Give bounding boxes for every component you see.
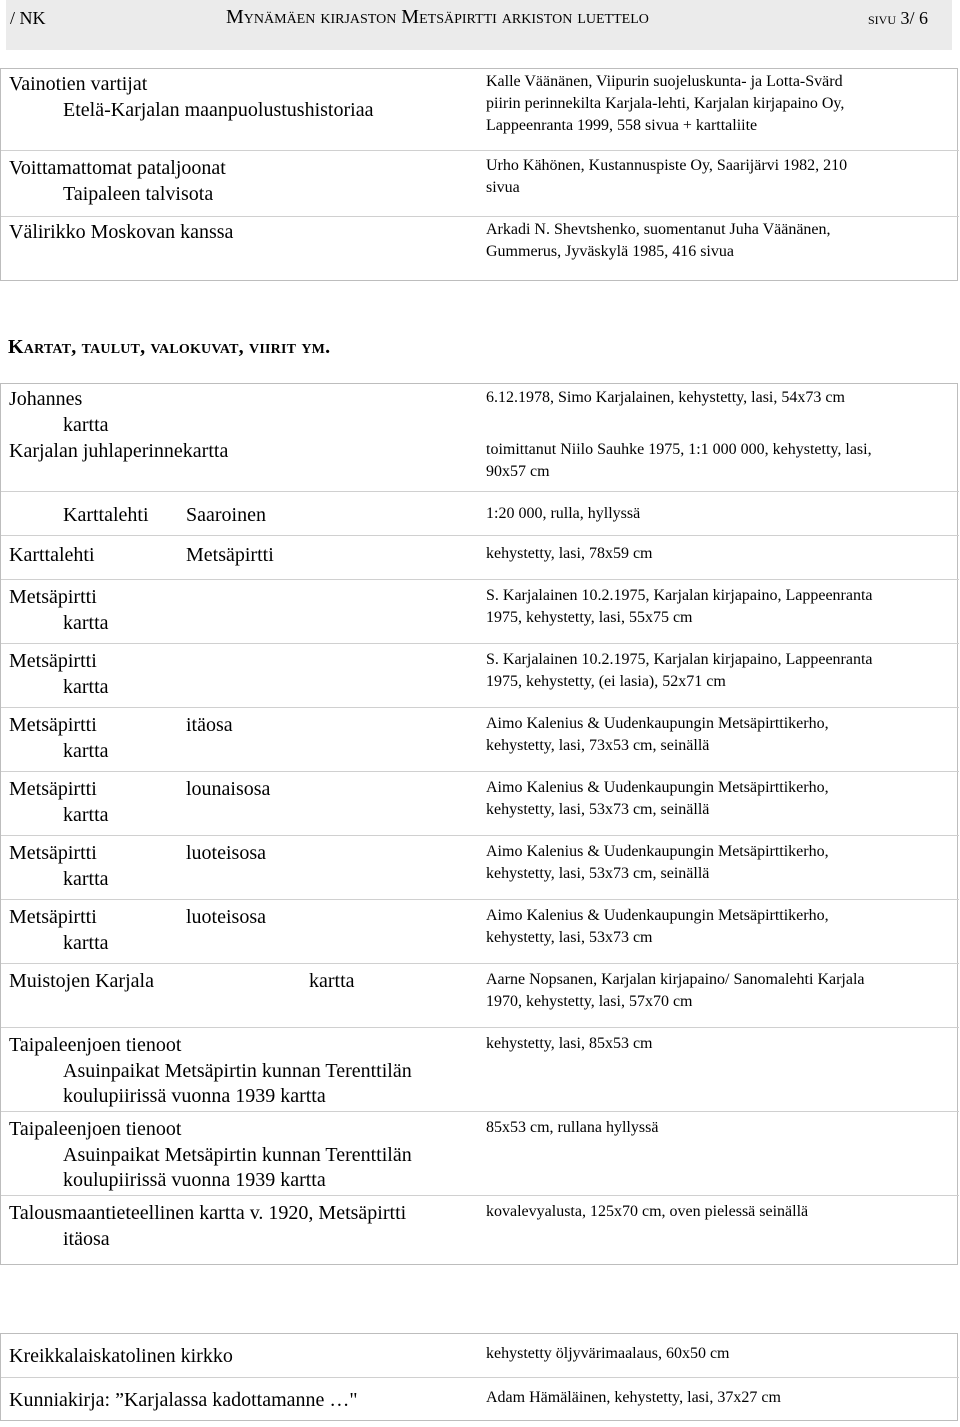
item-name: Talousmaantieteellinen kartta v. 1920, Metsäpirtti xyxy=(9,1202,407,1224)
item-title: Kunniakirja: ”Karjalassa kadottamanne …" xyxy=(9,1389,358,1411)
item-desc: kovalevyalusta, 125x70 cm, oven pielessä seinällä xyxy=(486,1203,809,1220)
table-row xyxy=(1,1196,959,1266)
item-type: kartta xyxy=(309,970,355,992)
item-desc: kehystetty, lasi, 53x73 cm, seinällä xyxy=(486,865,710,882)
item-desc: 85x53 cm, rullana hyllyssä xyxy=(486,1119,659,1136)
item-desc: kehystetty öljyvärimaalaus, 60x50 cm xyxy=(486,1345,730,1362)
item-name: Metsäpirtti xyxy=(9,906,97,928)
item-desc: 1970, kehystetty, lasi, 57x70 cm xyxy=(486,993,693,1010)
item-desc: kehystetty, lasi, 78x59 cm xyxy=(486,545,653,562)
item-name: Taipaleenjoen tienoot xyxy=(9,1118,182,1140)
book-title: Välirikko Moskovan kanssa xyxy=(9,221,234,243)
item-name: Metsäpirtti xyxy=(9,778,97,800)
table-row xyxy=(1,964,959,1028)
item-desc: kehystetty, lasi, 53x73 cm, seinällä xyxy=(486,801,710,818)
item-title: Kreikkalaiskatolinen kirkko xyxy=(9,1345,233,1367)
item-name: Karttalehti xyxy=(63,504,149,526)
book-subtitle: Taipaleen talvisota xyxy=(63,183,214,205)
table-row xyxy=(1,492,959,536)
maps-table xyxy=(0,383,958,1265)
book-desc: Arkadi N. Shevtshenko, suomentanut Juha Väänänen, xyxy=(486,221,831,238)
item-desc: 1975, kehystetty, lasi, 55x75 cm xyxy=(486,609,693,626)
item-desc: Aarne Nopsanen, Karjalan kirjapaino/ Sanomalehti Karjala xyxy=(486,971,865,988)
item-place: Saaroinen xyxy=(186,504,266,526)
book-desc: Gummerus, Jyväskylä 1985, 416 sivua xyxy=(486,243,734,260)
item-place: Metsäpirtti xyxy=(186,544,274,566)
item-name: Taipaleenjoen tienoot xyxy=(9,1034,182,1056)
item-title: Karjalan juhlaperinnekartta xyxy=(9,440,229,462)
table-row xyxy=(1,1334,959,1378)
header-title: Mynämäen kirjaston Metsäpirtti arkiston luettelo xyxy=(226,6,649,28)
item-name: Muistojen Karjala xyxy=(9,970,154,992)
item-name: Johannes xyxy=(9,388,83,410)
item-title: Asuinpaikat Metsäpirtin kunnan Terenttilän xyxy=(63,1060,412,1082)
table-row xyxy=(1,1112,959,1196)
table-row xyxy=(1,772,959,836)
header-left: / NK xyxy=(10,8,46,28)
item-desc: kehystetty, lasi, 85x53 cm xyxy=(486,1035,653,1052)
item-desc: Adam Hämäläinen, kehystetty, lasi, 37x27 cm xyxy=(486,1389,781,1406)
item-desc: kehystetty, lasi, 73x53 cm, seinällä xyxy=(486,737,710,754)
item-desc: 90x57 cm xyxy=(486,463,550,480)
book-title: Voittamattomat pataljoonat xyxy=(9,157,226,179)
item-name: Metsäpirtti xyxy=(9,586,97,608)
item-desc: Aimo Kalenius & Uudenkaupungin Metsäpirttikerho, xyxy=(486,907,829,924)
item-name: Metsäpirtti xyxy=(9,650,97,672)
page-number xyxy=(868,8,928,29)
item-type: kartta xyxy=(63,868,109,890)
book-row xyxy=(1,217,959,281)
table-row xyxy=(1,580,959,644)
book-row xyxy=(1,151,959,217)
book-desc: Lappeenranta 1999, 558 sivua + karttaliite xyxy=(486,117,758,134)
book-desc: Kalle Väänänen, Viipurin suojeluskunta- ja Lotta-Svärd xyxy=(486,73,843,90)
item-part: lounaisosa xyxy=(186,778,271,800)
item-name: Metsäpirtti xyxy=(9,842,97,864)
item-desc: S. Karjalainen 10.2.1975, Karjalan kirjapaino, Lappeenranta xyxy=(486,587,873,604)
item-desc: Aimo Kalenius & Uudenkaupungin Metsäpirttikerho, xyxy=(486,715,829,732)
item-desc: 1975, kehystetty, (ei lasia), 52x71 cm xyxy=(486,673,726,690)
books-table xyxy=(0,68,958,281)
book-desc: Urho Kähönen, Kustannuspiste Oy, Saarijärvi 1982, 210 xyxy=(486,157,848,174)
item-title: Asuinpaikat Metsäpirtin kunnan Terenttilän xyxy=(63,1144,412,1166)
book-desc: sivua xyxy=(486,179,520,196)
item-part: itäosa xyxy=(63,1228,110,1250)
page-header xyxy=(6,0,952,50)
item-desc: toimittanut Niilo Sauhke 1975, 1:1 000 000, kehystetty, lasi, xyxy=(486,441,872,458)
item-title: koulupiirissä vuonna 1939 kartta xyxy=(63,1169,326,1191)
table-row xyxy=(1,1378,959,1422)
table-row xyxy=(1,900,959,964)
paintings-table xyxy=(0,1333,958,1421)
item-type: kartta xyxy=(63,676,109,698)
item-name: Metsäpirtti xyxy=(9,714,97,736)
item-type: kartta xyxy=(63,612,109,634)
item-desc: 6.12.1978, Simo Karjalainen, kehystetty, lasi, 54x73 cm xyxy=(486,389,845,406)
item-part: luoteisosa xyxy=(186,906,266,928)
item-name: Karttalehti xyxy=(9,544,95,566)
book-subtitle: Etelä-Karjalan maanpuolustushistoriaa xyxy=(63,99,374,121)
item-desc: 1:20 000, rulla, hyllyssä xyxy=(486,505,641,522)
item-desc: Aimo Kalenius & Uudenkaupungin Metsäpirttikerho, xyxy=(486,779,829,796)
table-row xyxy=(1,384,959,492)
table-row xyxy=(1,708,959,772)
item-type: kartta xyxy=(63,932,109,954)
item-desc: S. Karjalainen 10.2.1975, Karjalan kirjapaino, Lappeenranta xyxy=(486,651,873,668)
page-prefix: sivu xyxy=(868,9,897,28)
item-type: kartta xyxy=(63,804,109,826)
table-row xyxy=(1,644,959,708)
item-desc: Aimo Kalenius & Uudenkaupungin Metsäpirttikerho, xyxy=(486,843,829,860)
item-type: kartta xyxy=(63,414,109,436)
item-part: itäosa xyxy=(186,714,233,736)
section-heading: Kartat, taulut, valokuvat, viirit ym. xyxy=(8,336,331,358)
book-desc: piirin perinnekilta Karjala-lehti, Karjalan kirjapaino Oy, xyxy=(486,95,845,112)
table-row xyxy=(1,1028,959,1112)
table-row xyxy=(1,836,959,900)
table-row xyxy=(1,536,959,580)
book-row xyxy=(1,69,959,151)
page-value: 3/ 6 xyxy=(900,8,929,28)
item-type: kartta xyxy=(63,740,109,762)
book-title: Vainotien vartijat xyxy=(9,73,148,95)
item-title: koulupiirissä vuonna 1939 kartta xyxy=(63,1085,326,1107)
item-desc: kehystetty, lasi, 53x73 cm xyxy=(486,929,653,946)
item-part: luoteisosa xyxy=(186,842,266,864)
